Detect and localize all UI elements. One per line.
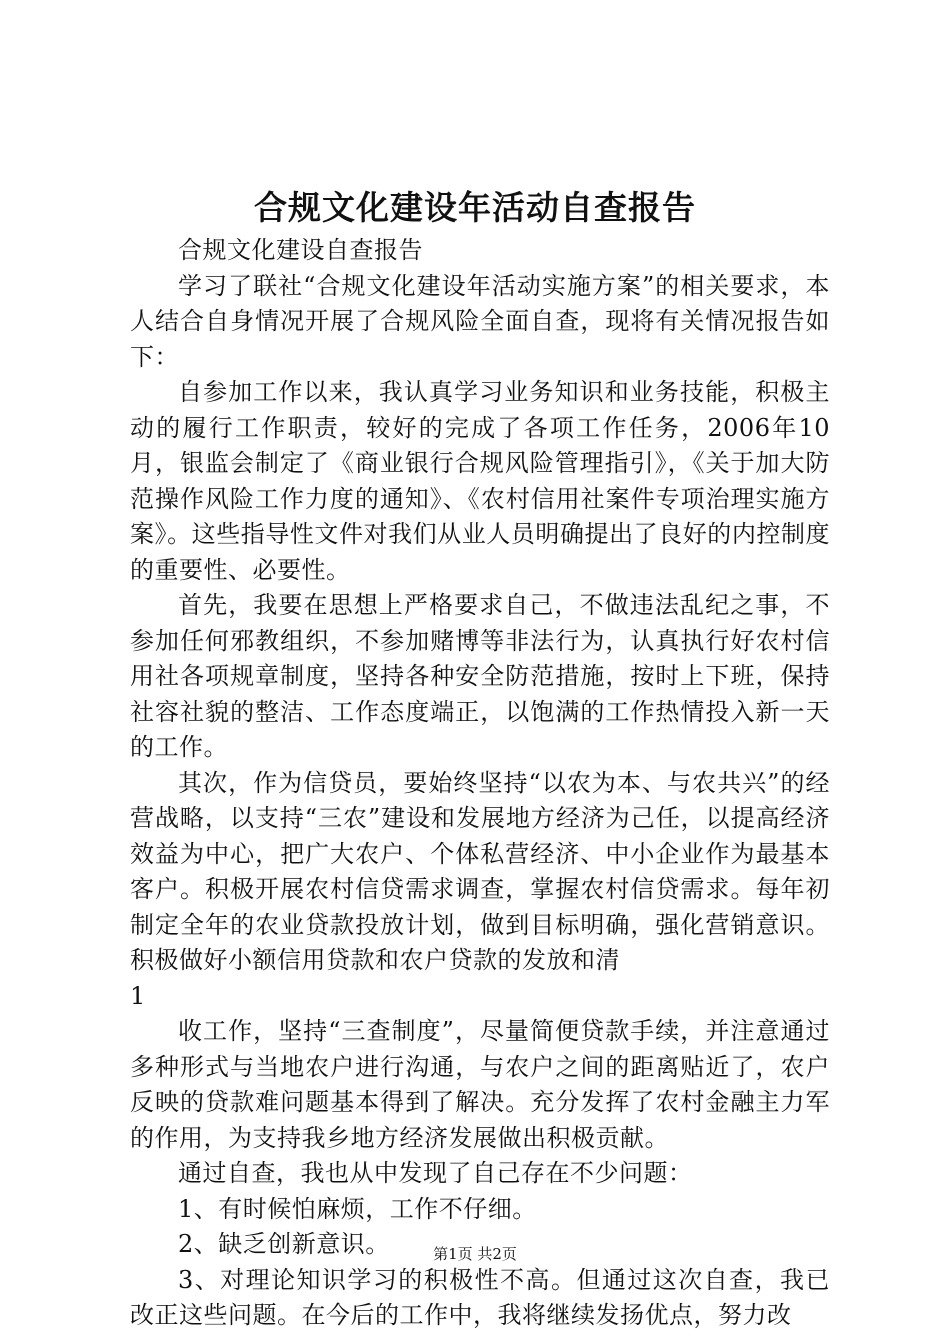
problems-intro-paragraph: 通过自查，我也从中发现了自己存在不少问题：: [178, 1159, 693, 1187]
document-title: 合规文化建设年活动自查报告: [254, 188, 696, 227]
document-body: [130, 233, 830, 1334]
page-footer: 第1页 共2页: [433, 1245, 517, 1263]
continuation-paragraph: 收工作，坚持“三查制度”，尽量简便贷款手续，并注意通过多种形式与当地农户进行沟通，与农户之间的距离贴近了，农户反映的贷款难问题基本得到了解决。充分发挥了农村金融主力军的作用，为支持我乡地方经济发展做出积极贡献。: [130, 1017, 830, 1152]
inline-page-number: 1: [130, 981, 146, 1010]
problem-item-2: 2、缺乏创新意识。: [178, 1230, 390, 1258]
second-point-paragraph: 其次，作为信贷员，要始终坚持“以农为本、与农共兴”的经营战略，以支持“三农”建设和发展地方经济为己任，以提高经济效益为中心，把广大农户、个体私营经济、中小企业作为最基本客户。积极开展农村信贷需求调查，掌握农村信贷需求。每年初制定全年的农业贷款投放计划，做到目标明确，强化营销意识。积极做好小额信用贷款和农户贷款的发放和清: [130, 768, 830, 974]
background-paragraph: 自参加工作以来，我认真学习业务知识和业务技能，积极主动的履行工作职责，较好的完成了各项工作任务，2006年10月，银监会制定了《商业银行合规风险管理指引》，《关于加大防范操作风险工作力度的通知》、《农村信用社案件专项治理实施方案》。这些指导性文件对我们从业人员明确提出了良好的内控制度的重要性、必要性。: [130, 378, 830, 584]
subtitle-paragraph: 合规文化建设自查报告: [178, 236, 423, 264]
intro-paragraph: 学习了联社“合规文化建设年活动实施方案”的相关要求，本人结合自身情况开展了合规风险全面自查，现将有关情况报告如下：: [130, 271, 830, 371]
problem-item-1: 1、有时候怕麻烦，工作不仔细。: [178, 1194, 537, 1223]
first-point-paragraph: 首先，我要在思想上严格要求自己，不做违法乱纪之事，不参加任何邪教组织，不参加赌博等非法行为，认真执行好农村信用社各项规章制度，坚持各种安全防范措施，按时上下班，保持社容社貌的整洁、工作态度端正，以饱满的工作热情投入新一天的工作。: [130, 591, 830, 761]
problem-item-3: 3、对理论知识学习的积极性不高。但通过这次自查，我已改正这些问题。在今后的工作中，我将继续发扬优点，努力改: [130, 1265, 830, 1329]
